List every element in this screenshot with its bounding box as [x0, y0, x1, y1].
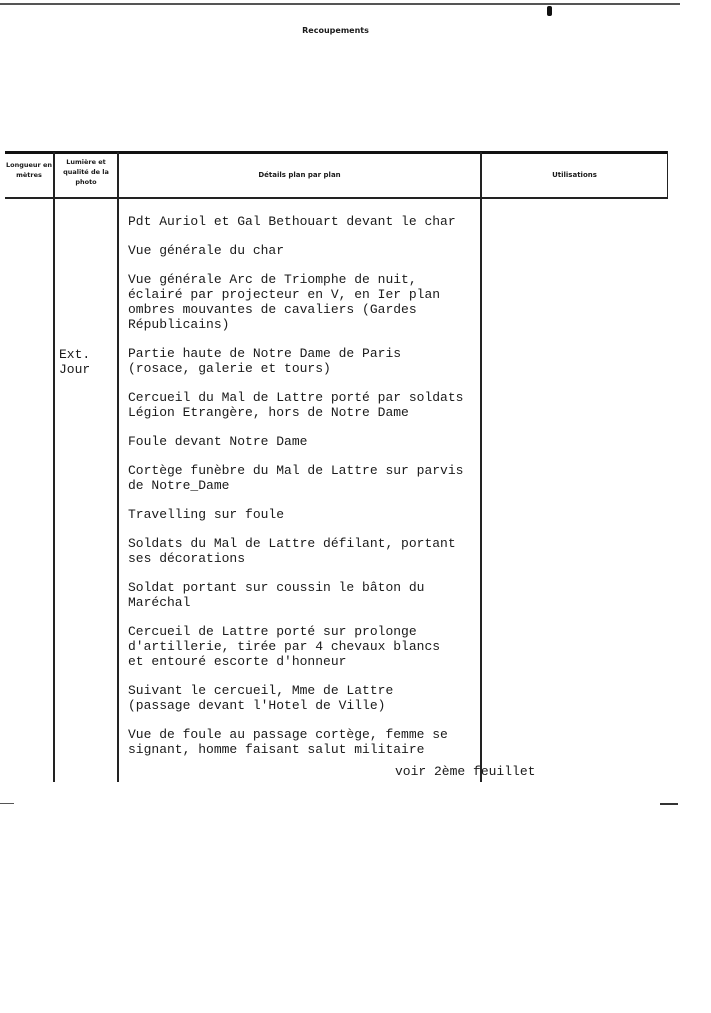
scan-edge-bottom-left [0, 803, 14, 804]
continuation-note: voir 2ème feuillet [395, 764, 536, 779]
page-title: Recoupements [302, 26, 369, 35]
shot-details-column [128, 214, 528, 771]
light-cell-line: Jour [59, 362, 91, 377]
column-divider-2 [117, 152, 119, 782]
shot-row: Partie haute de Notre Dame de Paris (rosace, galerie et tours) [128, 346, 402, 376]
shot-row: Cercueil du Mal de Lattre porté par soldats Légion Etrangère, hors de Notre Dame [128, 390, 464, 420]
scan-edge-top [0, 3, 680, 5]
shot-row: Cortège funèbre du Mal de Lattre sur parvis de Notre_Dame [128, 463, 464, 493]
shot-row: Cercueil de Lattre porté sur prolonge d'artillerie, tirée par 4 chevaux blancs et entouré escorte d'honneur [128, 624, 441, 669]
header-uses: Utilisations [552, 171, 597, 179]
shot-row: Soldat portant sur coussin le bâton du Maréchal [128, 580, 425, 610]
light-quality-cell [59, 347, 90, 377]
shot-row: Travelling sur foule [128, 507, 285, 522]
shot-row: Soldats du Mal de Lattre défilant, portant ses décorations [128, 536, 456, 566]
header-light: Lumière et qualité de la photo [63, 158, 109, 186]
header-bottom-rule [5, 197, 668, 199]
shot-row: Vue de foule au passage cortège, femme se signant, homme faisant salut militaire [128, 727, 448, 757]
column-divider-4 [667, 151, 668, 199]
shot-row: Vue générale Arc de Triomphe de nuit, éclairé par projecteur en V, en Ier plan ombres mouvantes de cavaliers (Gardes Républicains) [128, 272, 441, 332]
shot-row: Foule devant Notre Dame [128, 434, 308, 449]
scan-mark [547, 6, 552, 16]
table-top-rule [5, 151, 668, 154]
light-cell-line: Ext. [59, 347, 91, 362]
shot-row: Suivant le cercueil, Mme de Lattre (passage devant l'Hotel de Ville) [128, 683, 394, 713]
shot-row: Vue générale du char [128, 243, 285, 258]
header-details: Détails plan par plan [258, 171, 341, 179]
shot-row: Pdt Auriol et Gal Bethouart devant le char [128, 214, 456, 229]
column-divider-1 [53, 152, 55, 782]
scan-edge-bottom-right [660, 803, 678, 805]
header-length: Longueur en mètres [5, 161, 53, 179]
